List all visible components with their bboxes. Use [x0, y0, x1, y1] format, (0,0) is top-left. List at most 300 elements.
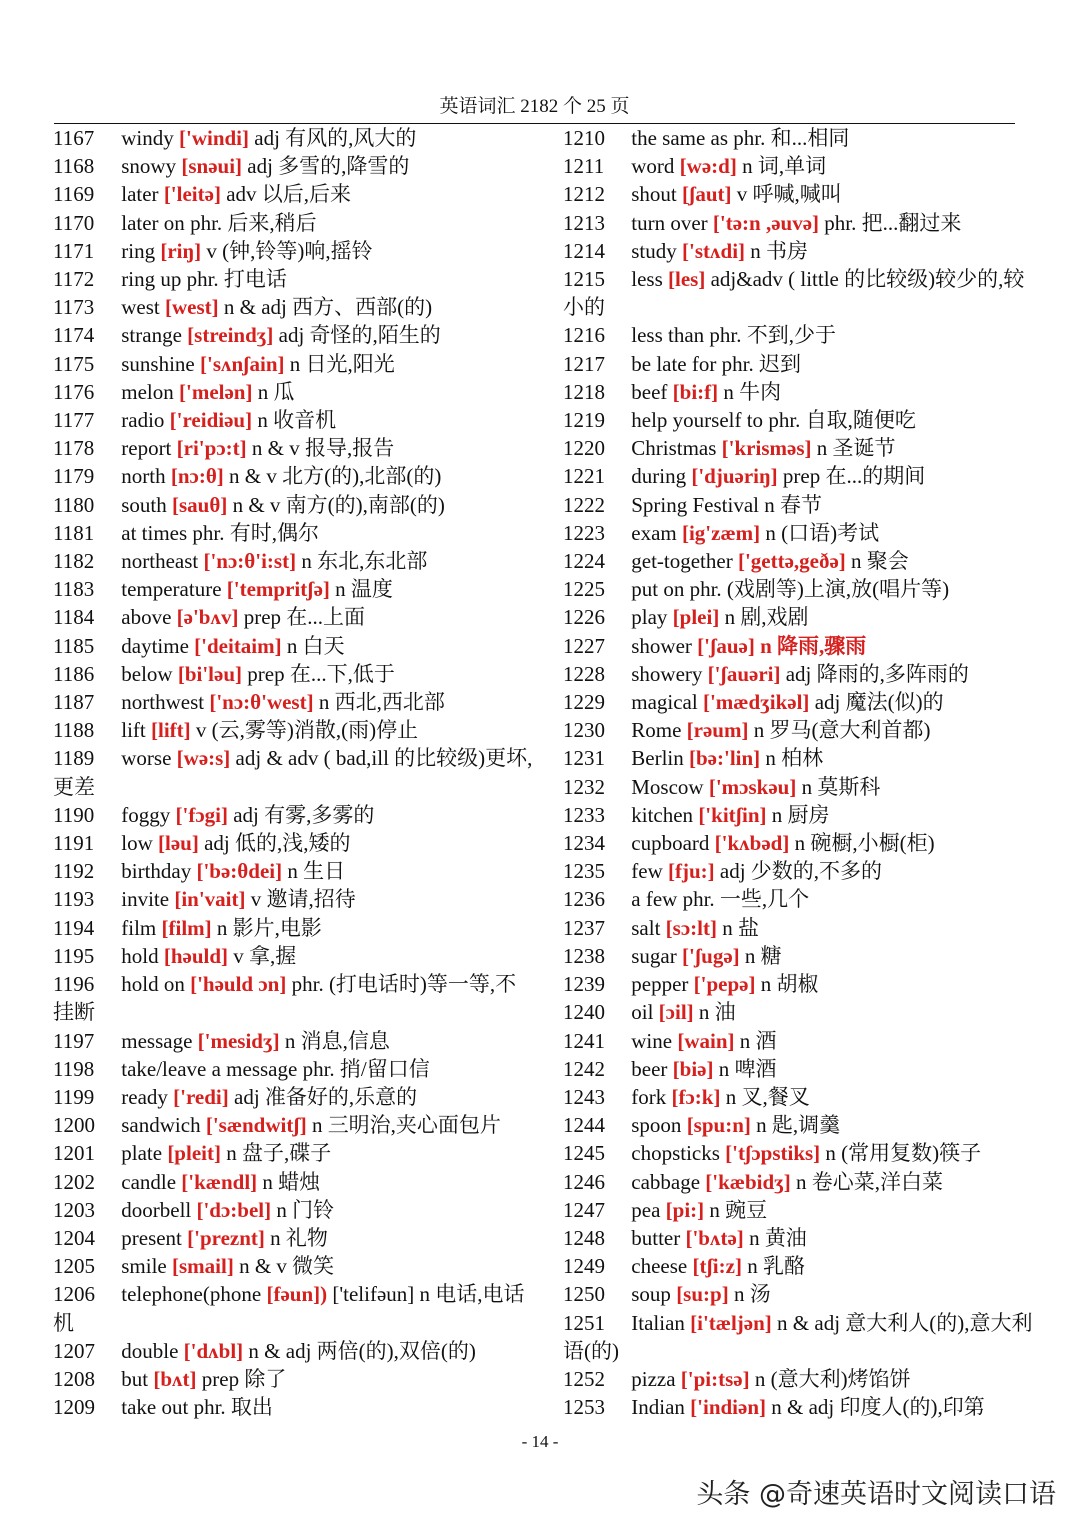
entry-word: Italian [631, 1310, 685, 1335]
vocab-entry [53, 942, 533, 970]
entry-phonetic: ['nɔ:θ'west] [209, 690, 314, 715]
entry-word: film [121, 915, 157, 940]
entry-definition: n (常用复数)筷子 [825, 1141, 982, 1166]
entry-word: hold [121, 943, 159, 968]
entry-phonetic: [pi:] [665, 1197, 705, 1222]
vocab-entry [53, 632, 533, 660]
entry-phonetic: ['nɔ:θ'i:st] [203, 549, 297, 574]
entry-phonetic: [fəun]) [266, 1282, 328, 1307]
vocab-entry [563, 603, 1043, 631]
entry-phonetic: [in'vait] [174, 887, 246, 912]
entry-definition: phr. 迟到 [721, 351, 801, 376]
entry-number: 1252 [563, 1366, 605, 1391]
vocab-entry [53, 1055, 533, 1083]
entry-phonetic: ['indiən] [690, 1395, 767, 1420]
entry-definition: n 碗橱,小橱(柜) [794, 831, 935, 856]
entry-number: 1189 [53, 746, 95, 771]
entry-word: ring up [121, 267, 182, 292]
entry-phonetic: ['leitə] [163, 182, 221, 207]
entry-word: later [121, 182, 159, 207]
entry-number: 1187 [53, 690, 95, 715]
entry-definition: n 温度 [335, 577, 393, 602]
vocab-entry [563, 434, 1043, 462]
entry-phonetic: ['bə:θdei] [196, 859, 283, 884]
entry-number: 1237 [563, 915, 605, 940]
entry-definition: n 牛肉 [723, 379, 782, 404]
entry-number: 1188 [53, 718, 95, 743]
entry-number: 1212 [563, 182, 605, 207]
entry-number: 1251 [563, 1310, 605, 1335]
entry-phonetic: [tʃi:z] [692, 1254, 742, 1279]
entry-word: sunshine [121, 351, 195, 376]
entry-highlight: n 降雨,骤雨 [760, 633, 867, 658]
vocab-entry [53, 1196, 533, 1224]
entry-phonetic: ['ʃauəri] [707, 661, 781, 686]
entry-number: 1182 [53, 549, 95, 574]
entry-phonetic: ['kʌbəd] [714, 831, 790, 856]
entry-phonetic: [wain] [677, 1028, 735, 1053]
entry-number: 1191 [53, 831, 95, 856]
vocab-entry [53, 1168, 533, 1196]
entry-number: 1203 [53, 1197, 95, 1222]
vocab-entry [563, 970, 1043, 998]
entry-number: 1199 [53, 1084, 95, 1109]
entry-phonetic: [plei] [672, 605, 720, 630]
vocab-entry [53, 857, 533, 885]
entry-word: candle [121, 1169, 177, 1194]
entry-phonetic: ['ʃauə] [697, 633, 755, 658]
entry-definition: n 剧,戏剧 [724, 605, 809, 630]
entry-word: double [121, 1338, 179, 1363]
entry-word: plate [121, 1141, 163, 1166]
entry-number: 1198 [53, 1056, 95, 1081]
entry-definition: adj 降雨的,多阵雨的 [785, 661, 969, 686]
entry-definition: n 门铃 [276, 1197, 335, 1222]
entry-word: beef [631, 379, 668, 404]
entry-word: Rome [631, 718, 682, 743]
entry-number: 1227 [563, 633, 605, 658]
vocab-entry [53, 914, 533, 942]
entry-definition: n 豌豆 [709, 1197, 768, 1222]
entry-phonetic: [ləu] [158, 831, 199, 856]
entry-phonetic: [spu:n] [686, 1113, 751, 1138]
vocab-entry [563, 1252, 1043, 1280]
entry-number: 1186 [53, 661, 95, 686]
entry-word: put on [631, 577, 685, 602]
entry-definition: phr. 把...翻过来 [824, 210, 962, 235]
entry-phonetic: [film] [161, 915, 212, 940]
entry-definition: n & adj 意大利人(的),意大利语(的) [563, 1310, 1033, 1363]
entry-word: help yourself to [631, 408, 764, 433]
vocab-entry [563, 857, 1043, 885]
entry-word: fork [631, 1084, 667, 1109]
vocab-entry [53, 603, 533, 631]
vocab-entry [563, 660, 1043, 688]
vocab-entry [563, 1055, 1043, 1083]
entry-phonetic: ['reidiəu] [169, 408, 253, 433]
entry-phonetic: ['krisməs] [721, 436, 812, 461]
entry-definition: n 卷心菜,洋白菜 [796, 1169, 944, 1194]
vocab-entry [563, 1027, 1043, 1055]
entry-definition: n 西北,西北部 [318, 690, 445, 715]
vocab-entry [563, 1168, 1043, 1196]
entry-phonetic: [sauθ] [172, 492, 228, 517]
entry-word: salt [631, 915, 661, 940]
entry-phonetic: ['həuld ɔn] [190, 972, 287, 997]
entry-phonetic: [wə:d] [679, 154, 737, 179]
entry-number: 1205 [53, 1254, 95, 1279]
entry-number: 1208 [53, 1366, 95, 1391]
vocab-entry [563, 378, 1043, 406]
entry-word: message [121, 1028, 193, 1053]
vocab-entry [563, 1139, 1043, 1167]
entry-phonetic: ['kændl] [181, 1169, 258, 1194]
entry-word: low [121, 831, 153, 856]
entry-phonetic: [su:p] [676, 1282, 729, 1307]
entry-word: Spring Festival [631, 492, 760, 517]
vocab-entry [53, 1224, 533, 1252]
entry-phonetic: ['sʌnʃain] [200, 351, 285, 376]
vocab-entry [563, 1393, 1043, 1421]
entry-number: 1190 [53, 802, 95, 827]
entry-phonetic: ['sændwitʃ] [205, 1113, 307, 1138]
entry-phonetic: [fju:] [667, 859, 715, 884]
entry-number: 1243 [563, 1084, 605, 1109]
entry-number: 1215 [563, 267, 605, 292]
entry-word: study [631, 238, 677, 263]
entry-definition: adj 奇怪的,陌生的 [278, 323, 441, 348]
entry-phonetic: [ɔil] [658, 1000, 694, 1025]
entry-definition: n & v 南方(的),南部(的) [232, 492, 445, 517]
entry-phonetic: ['melən] [179, 379, 253, 404]
entry-number: 1184 [53, 605, 95, 630]
entry-word: be late for [631, 351, 717, 376]
entry-word: Christmas [631, 436, 717, 461]
entry-definition: n 罗马(意大利首都) [753, 718, 931, 743]
entry-number: 1204 [53, 1225, 95, 1250]
entry-phonetic: [wə:s] [176, 746, 231, 771]
vocab-entry [563, 1111, 1043, 1139]
entry-number: 1223 [563, 520, 605, 545]
vocab-entry [563, 406, 1043, 434]
vocab-entry [53, 350, 533, 378]
entry-number: 1197 [53, 1028, 95, 1053]
vocab-entry [563, 914, 1043, 942]
entry-word: northeast [121, 549, 199, 574]
vocab-entry [563, 885, 1043, 913]
entry-number: 1201 [53, 1141, 95, 1166]
entry-word: spoon [631, 1113, 682, 1138]
entry-number: 1249 [563, 1254, 605, 1279]
entry-word: beer [631, 1056, 668, 1081]
entry-number: 1221 [563, 464, 605, 489]
entry-phonetic: ['stʌdi] [682, 238, 746, 263]
entry-word: telephone(phone [121, 1282, 262, 1307]
entry-definition: n 酒 [739, 1028, 777, 1053]
entry-definition: n & v 北方(的),北部(的) [229, 464, 442, 489]
entry-definition: n 匙,调羹 [756, 1113, 841, 1138]
entry-word: at times [121, 520, 188, 545]
vocab-column-left [53, 124, 533, 1421]
entry-word: soup [631, 1282, 671, 1307]
entry-number: 1173 [53, 295, 95, 320]
entry-number: 1248 [563, 1225, 605, 1250]
entry-phonetic: ['bʌtə] [685, 1225, 744, 1250]
entry-word: above [121, 605, 172, 630]
entry-definition: phr. (戏剧等)上演,放(唱片等) [689, 577, 950, 602]
entry-definition: prep 除了 [201, 1366, 287, 1391]
entry-number: 1234 [563, 831, 605, 856]
entry-phonetic: [rəum] [686, 718, 749, 743]
vocab-entry [53, 265, 533, 293]
entry-definition: n 圣诞节 [816, 436, 896, 461]
vocab-entry [53, 829, 533, 857]
entry-definition: n & v 微笑 [239, 1254, 335, 1279]
vocab-entry [53, 293, 533, 321]
entry-definition: adv 以后,后来 [226, 182, 352, 207]
entry-definition: phr. 有时,偶尔 [192, 520, 319, 545]
vocab-entry [53, 688, 533, 716]
entry-definition: phr. 打电话 [186, 267, 287, 292]
entry-word: strange [121, 323, 182, 348]
entry-phonetic: ['windi] [179, 126, 250, 150]
vocab-entry [563, 744, 1043, 772]
entry-definition: phr. 取出 [193, 1395, 273, 1420]
vocab-entry [53, 744, 533, 800]
entry-definition: n 生日 [287, 859, 346, 884]
entry-word: Indian [631, 1395, 685, 1420]
entry-number: 1168 [53, 154, 95, 179]
entry-definition: adj 有雾,多雾的 [233, 802, 375, 827]
entry-phonetic: ['dɔ:bel] [196, 1197, 272, 1222]
vocab-entry [53, 462, 533, 490]
vocab-entry [563, 942, 1043, 970]
vocab-entry [53, 180, 533, 208]
entry-number: 1217 [563, 351, 605, 376]
entry-number: 1241 [563, 1028, 605, 1053]
entry-phonetic: [lift] [151, 718, 191, 743]
vocab-entry [53, 1027, 533, 1055]
entry-word: few [631, 859, 663, 884]
entry-word: oil [631, 1000, 654, 1025]
entry-number: 1200 [53, 1113, 95, 1138]
entry-definition: n 莫斯科 [801, 774, 881, 799]
entry-definition: n 书房 [750, 238, 809, 263]
entry-definition: n 厨房 [771, 802, 830, 827]
vocab-entry [563, 829, 1043, 857]
vocab-entry [53, 491, 533, 519]
entry-phonetic: ['dʌbl] [183, 1338, 244, 1363]
entry-word: cupboard [631, 831, 710, 856]
entry-word: sandwich [121, 1113, 201, 1138]
entry-number: 1226 [563, 605, 605, 630]
vocab-entry [563, 1224, 1043, 1252]
entry-definition: n 影片,电影 [216, 915, 322, 940]
entry-word: magical [631, 690, 698, 715]
vocab-entry [563, 321, 1043, 349]
entry-number: 1175 [53, 351, 95, 376]
entry-word: butter [631, 1225, 681, 1250]
vocab-entry [53, 716, 533, 744]
entry-number: 1233 [563, 802, 605, 827]
entry-phonetic: ['gettə,geðə] [737, 549, 846, 574]
vocab-entry [53, 1083, 533, 1111]
entry-word: chopsticks [631, 1141, 720, 1166]
entry-word: daytime [121, 633, 189, 658]
entry-word: radio [121, 408, 165, 433]
vocab-entry [563, 350, 1043, 378]
entry-word: pea [631, 1197, 661, 1222]
vocab-entry [53, 885, 533, 913]
entry-number: 1219 [563, 408, 605, 433]
entry-word: ring [121, 238, 156, 263]
entry-definition: adj 有风的,风大的 [254, 126, 417, 150]
entry-phonetic: [bʌt] [153, 1366, 197, 1391]
entry-word: shout [631, 182, 677, 207]
vocab-entry [53, 519, 533, 547]
page-number: - 14 - [521, 1432, 559, 1451]
entry-phonetic: [pleit] [167, 1141, 221, 1166]
vocab-entry [563, 209, 1043, 237]
entry-definition: phr. 捎/留口信 [302, 1056, 430, 1081]
entry-definition: prep 在...下,低于 [247, 661, 395, 686]
entry-number: 1202 [53, 1169, 95, 1194]
entry-definition: v (钟,铃等)响,摇铃 [206, 238, 373, 263]
entry-word: snowy [121, 154, 177, 179]
entry-definition: n (口语)考试 [765, 520, 880, 545]
entry-number: 1246 [563, 1169, 605, 1194]
entry-number: 1193 [53, 887, 95, 912]
entry-number: 1178 [53, 436, 95, 461]
entry-definition: n 春节 [764, 492, 823, 517]
entry-word: invite [121, 887, 170, 912]
entry-number: 1206 [53, 1282, 95, 1307]
vocab-entry [563, 716, 1043, 744]
entry-number: 1214 [563, 238, 605, 263]
entry-number: 1171 [53, 238, 95, 263]
entry-definition: n 日光,阳光 [289, 351, 395, 376]
vocab-entry [563, 1365, 1043, 1393]
entry-number: 1242 [563, 1056, 605, 1081]
page-header: 英语词汇 2182 个 25 页 [439, 96, 630, 117]
entry-word: Moscow [631, 774, 704, 799]
entry-definition: adj 魔法(似)的 [814, 690, 944, 715]
entry-word: smile [121, 1254, 167, 1279]
entry-number: 1213 [563, 210, 605, 235]
entry-definition: n 油 [698, 1000, 736, 1025]
vocab-entry [53, 321, 533, 349]
entry-definition: n 盐 [722, 915, 759, 940]
entry-word: wine [631, 1028, 673, 1053]
entry-word: exam [631, 520, 677, 545]
entry-phonetic: [sɔ:lt] [665, 915, 717, 940]
entry-definition: n 乳酪 [747, 1254, 805, 1279]
entry-number: 1216 [563, 323, 605, 348]
entry-phonetic: [fɔ:k] [671, 1084, 721, 1109]
entry-phonetic: ['mesidʒ] [197, 1028, 280, 1053]
vocab-entry [563, 998, 1043, 1026]
entry-number: 1224 [563, 549, 605, 574]
entry-word: birthday [121, 859, 192, 884]
entry-number: 1250 [563, 1282, 605, 1307]
entry-number: 1181 [53, 520, 95, 545]
entry-definition: n 糖 [744, 943, 782, 968]
entry-word: Berlin [631, 746, 684, 771]
entry-word: northwest [121, 690, 205, 715]
entry-phonetic: [bi'ləu] [177, 661, 242, 686]
vocab-entry [53, 547, 533, 575]
entry-phonetic: [bə:'lin] [689, 746, 761, 771]
entry-number: 1194 [53, 915, 95, 940]
entry-word: pizza [631, 1366, 676, 1391]
vocab-entry [53, 434, 533, 462]
vocab-entry [53, 1280, 533, 1336]
vocab-entry [563, 773, 1043, 801]
entry-number: 1179 [53, 464, 95, 489]
entry-definition: n 蜡烛 [262, 1169, 321, 1194]
entry-definition: prep 在...的期间 [782, 464, 926, 489]
entry-definition: n 瓜 [257, 379, 295, 404]
entry-definition: n & v 报导,报告 [251, 436, 395, 461]
vocab-entry [563, 265, 1043, 321]
vocab-entry [53, 801, 533, 829]
entry-phonetic: ['pi:tsə] [680, 1366, 750, 1391]
vocab-entry [563, 124, 1043, 152]
vocab-column-right [563, 124, 1043, 1421]
vocab-entry [53, 152, 533, 180]
entry-phonetic: [les] [668, 267, 706, 292]
entry-phonetic: ['mædʒikəl] [702, 690, 810, 715]
entry-number: 1196 [53, 972, 95, 997]
entry-definition: phr. 自取,随便吃 [768, 408, 916, 433]
entry-phonetic: [i'tæljən] [690, 1310, 772, 1335]
entry-number: 1222 [563, 492, 605, 517]
entry-word: sugar [631, 943, 677, 968]
entry-phonetic: [bi:f] [672, 379, 719, 404]
entry-phonetic: [smail] [172, 1254, 234, 1279]
vocab-entry [563, 632, 1043, 660]
vocab-entry [53, 1365, 533, 1393]
entry-word: during [631, 464, 687, 489]
entry-definition: n 礼物 [270, 1225, 328, 1250]
entry-number: 1174 [53, 323, 95, 348]
entry-number: 1228 [563, 661, 605, 686]
entry-definition: adj & adv ( bad,ill 的比较级)更坏,更差 [53, 746, 533, 799]
entry-definition: n & adj 两倍(的),双倍(的) [248, 1338, 476, 1363]
entry-word: take out [121, 1395, 189, 1420]
entry-word: kitchen [631, 802, 694, 827]
entry-number: 1167 [53, 126, 95, 150]
vocab-entry [53, 1337, 533, 1365]
entry-definition: adj 少数的,不多的 [719, 859, 883, 884]
vocab-entry [53, 209, 533, 237]
entry-phonetic: ['pepə] [693, 972, 756, 997]
entry-word: foggy [121, 802, 171, 827]
entry-definition: v 邀请,招待 [250, 887, 356, 912]
entry-word: pepper [631, 972, 689, 997]
entry-number: 1240 [563, 1000, 605, 1025]
vocab-entry [53, 237, 533, 265]
entry-word: doorbell [121, 1197, 192, 1222]
entry-phonetic: [ə'bʌv] [176, 605, 239, 630]
entry-word: west [121, 295, 160, 320]
entry-phonetic: [west] [165, 295, 219, 320]
entry-number: 1245 [563, 1141, 605, 1166]
entry-phonetic: [həuld] [163, 943, 229, 968]
entry-phonetic: [biə] [672, 1056, 714, 1081]
entry-number: 1207 [53, 1338, 95, 1363]
entry-word: south [121, 492, 167, 517]
